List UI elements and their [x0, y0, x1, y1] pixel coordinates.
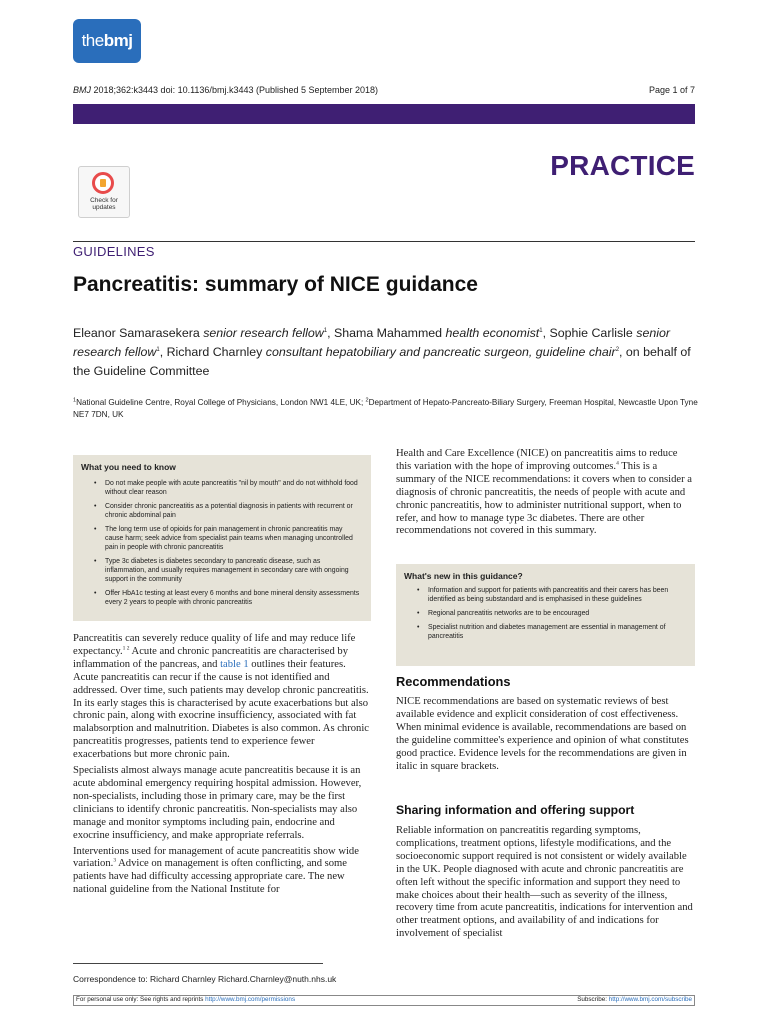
logo-text-the: the	[81, 31, 104, 50]
author-role: health economist	[445, 326, 540, 340]
list-item: • The long term use of opioids for pain management in chronic pancreatitis may cause harm; seek advice from specialist pain teams when managing uncontrolled pain in people with chronic pancreatitis	[83, 525, 361, 552]
right-column-intro	[396, 448, 695, 538]
affiliation-marker: 1	[73, 397, 77, 404]
article-category: GUIDELINES	[73, 244, 155, 259]
footer-rights-text: For personal use only: See rights and reprints	[76, 996, 206, 1003]
author-name: Richard Charnley	[166, 345, 263, 359]
reference-marker: 4	[616, 460, 619, 467]
author-separator: ,	[159, 345, 167, 359]
body-paragraph	[73, 846, 371, 898]
author-name: Eleanor Samarasekera	[73, 326, 200, 340]
correspondence-note: Correspondence to: Richard Charnley Richard.Charnley@nuth.nhs.uk	[73, 974, 337, 984]
footer-rights	[76, 996, 295, 1003]
list-item: • Specialist nutrition and diabetes management are essential in management of pancreatitis	[406, 623, 686, 641]
list-item: • Type 3c diabetes is diabetes secondary to pancreatic disease, such as inflammation, and usually requires management in secondary care with ongoing support in the community	[83, 557, 361, 584]
text-run: Interventions used for management of acute pancreatitis show wide variation.	[73, 845, 359, 870]
affiliation-marker: 2	[365, 397, 369, 404]
list-item: • Regional pancreatitis networks are to be encouraged	[406, 609, 686, 618]
footnote-rule	[73, 963, 323, 964]
author-role: consultant hepatobiliary and pancreatic surgeon, guideline chair	[265, 345, 616, 359]
what-you-need-to-know-box	[73, 455, 371, 621]
author-role: senior research fellow	[73, 326, 670, 359]
citation-details: 2018;362:k3443 doi: 10.1136/bmj.k3443 (Published 5 September 2018)	[91, 85, 379, 95]
text-run: Acute and chronic pancreatitis are characterised by inflammation of the pancreas, and	[73, 645, 349, 670]
recommendations-body	[396, 696, 695, 773]
list-item: • Consider chronic pancreatitis as a potential diagnosis in patients with recurrent or chronic abdominal pain	[83, 502, 361, 520]
author-name: Sophie Carlisle	[549, 326, 633, 340]
section-title: PRACTICE	[550, 150, 695, 181]
permissions-link[interactable]: http://www.bmj.com/permissions	[205, 996, 296, 1003]
author-affiliation: 1	[323, 327, 328, 334]
box-heading: What's new in this guidance?	[404, 571, 523, 581]
section-rule	[73, 241, 695, 242]
author-affiliation: 1	[156, 346, 160, 353]
body-paragraph	[396, 448, 695, 538]
left-column-body	[73, 633, 371, 897]
body-paragraph: Specialists almost always manage acute pancreatitis because it is an acute abdominal emergency requiring hospital admission. However, non-specialists, including those in primary care, may be the first clinicians to identify chronic pancreatitis. Non-specialists may also manage and monitor symptoms including pain, endocrine and exocrine insufficiency, and make appropriate referrals.	[73, 765, 362, 841]
journal-name: BMJ	[73, 85, 91, 95]
text-run: outlines their features. Acute pancreatitis can recur if the cause is not identified and addressed. Over time, such patients may develop chronic pancreatitis. In its early stages this is characterised by acute exacerbations but also chronic pain, along with exocrine insufficiency, associated with fat malabsorption and malnutrition. Diabetes is also common. As chronic pancreatitis progresses, patients tend to experience fewer exacerbations but more chronic pain.	[73, 658, 369, 761]
author-name: Shama Mahammed	[333, 326, 443, 340]
text-run: This is a summary of the NICE recommendations: it covers when to consider a diagnosis of chronic pancreatitis, the needs of people with acute and chronic pancreatitis, how to administer nutritional support, when to refer, and how to manage type 3c diabetes. There are other recommendations not covered in this summary.	[396, 460, 692, 537]
logo-text-bmj: bmj	[103, 31, 133, 50]
text-run: Pancreatitis can severely reduce quality of life and may reduce life expectancy.	[73, 633, 356, 657]
affiliation-2: Department of Hepato-Pancreato-Biliary Surgery, Freeman Hospital, Newcastle Upon Tyne NE7 7DN, UK	[73, 398, 698, 419]
citation-line	[73, 85, 378, 95]
list-item: • Offer HbA1c testing at least every 6 months and bone mineral density assessments every 2 years to people with chronic pancreatitis	[83, 589, 361, 607]
body-paragraph	[73, 633, 371, 762]
footer-subscribe	[577, 996, 692, 1003]
author-separator: ,	[327, 326, 334, 340]
affiliations	[73, 397, 698, 420]
body-paragraph: NICE recommendations are based on systematic reviews of best available evidence and explicit consideration of cost effectiveness. When minimal evidence is available, recommendations are based on the guideline committee's experience and opinion of what constitutes good practice. Evidence levels for the recommendations are given in italic in square brackets.	[396, 696, 689, 772]
check-updates-line2: updates	[92, 204, 116, 211]
key-points-list	[83, 479, 361, 612]
sharing-body	[396, 825, 695, 941]
header-bar	[73, 104, 695, 124]
reference-marker: 1 2	[122, 645, 130, 652]
bmj-logo	[73, 19, 141, 63]
check-for-updates-badge[interactable]	[78, 166, 130, 218]
reference-marker: 3	[113, 857, 117, 864]
article-title: Pancreatitis: summary of NICE guidance	[73, 273, 478, 296]
box-heading: What you need to know	[81, 462, 176, 472]
author-separator: ,	[542, 326, 550, 340]
author-affiliation: 2	[615, 346, 620, 353]
author-affiliation: 1	[539, 327, 543, 334]
check-updates-line1: Check for	[90, 197, 118, 204]
author-role: senior research fellow	[203, 326, 324, 340]
body-paragraph: Reliable information on pancreatitis regarding symptoms, complications, treatment options, lifestyle modifications, and the socioeconomic support required is not consistent or widely available in the UK. People diagnosed with acute and chronic pancreatitis are often left without the specific information and support they need to make choices about their health—such as severity of the illness, recovery time from acute pancreatitis, indications for intervention and other treatment options, and availability of and indications for involvement of specialist	[396, 825, 693, 940]
crossmark-icon	[92, 172, 114, 194]
check-updates-label	[79, 197, 129, 211]
authors-tail: , on behalf of the Guideline Committee	[73, 345, 691, 378]
author-list	[73, 324, 698, 381]
affiliation-1: National Guideline Centre, Royal College of Physicians, London NW1 4LE, UK;	[76, 398, 366, 407]
whats-new-list	[406, 586, 686, 646]
list-item: • Do not make people with acute pancreatitis "nil by mouth" and do not withhold food without clear reason	[83, 479, 361, 497]
page-number: Page 1 of 7	[648, 85, 695, 95]
list-item: • Information and support for patients with pancreatitis and their carers has been identified as being substandard and is emphasised in these guidelines	[406, 586, 686, 604]
table-1-link[interactable]: table 1	[220, 658, 249, 670]
text-run: Advice on management is often conflicting, and some patients have had difficulty accessing appropriate care. The new national guideline from the National Institute for	[73, 858, 348, 896]
text-run: Health and Care Excellence (NICE) on pancreatitis aims to reduce this variation with the hope of improving outcomes.	[396, 448, 678, 472]
whats-new-box	[396, 564, 695, 666]
sharing-heading: Sharing information and offering support	[396, 803, 635, 817]
recommendations-heading: Recommendations	[396, 674, 511, 689]
footer-subscribe-text: Subscribe:	[577, 996, 609, 1003]
subscribe-link[interactable]: http://www.bmj.com/subscribe	[608, 996, 692, 1003]
